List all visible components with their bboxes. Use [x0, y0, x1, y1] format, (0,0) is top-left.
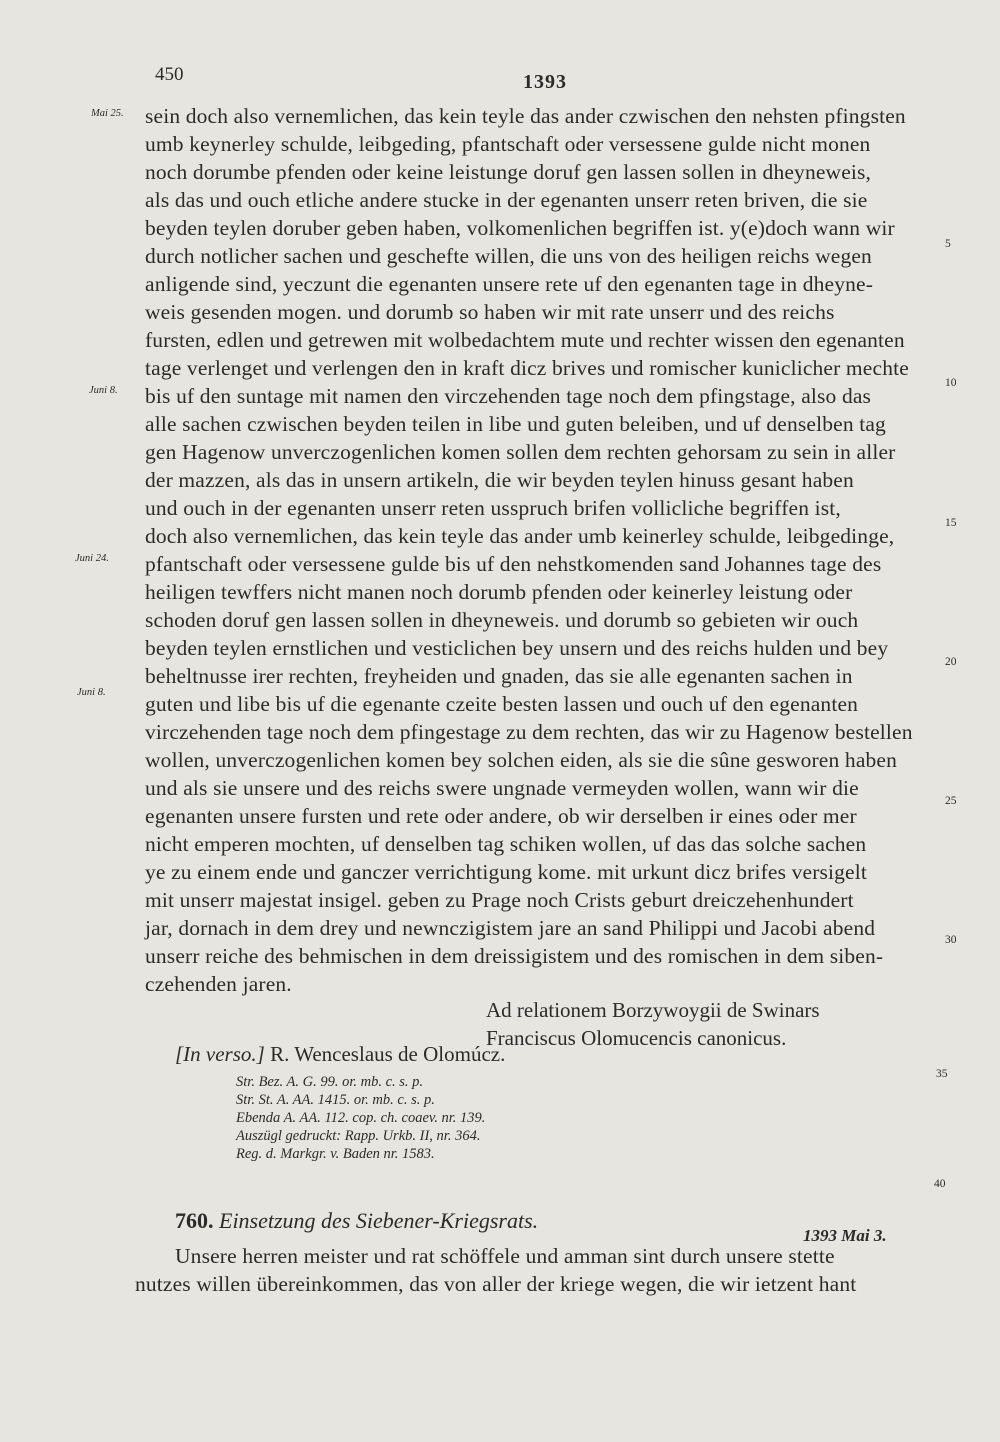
text-line: beyden teylen doruber geben haben, volkomenlichen begriffen ist. y(e)doch wann wir [145, 216, 895, 240]
in-verso-label: [In verso.] [175, 1042, 265, 1066]
text-line: egenanten unsere fursten und rete oder andere, ob wir derselben ir eines oder mer [145, 804, 857, 828]
document-heading [175, 1208, 538, 1234]
text-line: doch also vernemlichen, das kein teyle das ander umb keinerley schulde, leibgedinge, [145, 524, 895, 548]
text-line: tage verlenget und verlengen den in kraft dicz brives und romischer kuniclicher mechte [145, 356, 909, 380]
text-line: sein doch also vernemlichen, das kein teyle das ander czwischen den nehsten pfingsten [145, 104, 906, 128]
text-line: schoden doruf gen lassen sollen in dheyneweis. und dorumb so gebieten wir ouch [145, 608, 859, 632]
text-line: weis gesenden mogen. und dorumb so haben wir mit rate unserr und des reichs [145, 300, 835, 324]
text-line: heiligen tewffers nicht manen noch dorumb pfenden oder keinerley leistung oder [145, 580, 853, 604]
line-number: 30 [945, 934, 957, 946]
line-number: 5 [945, 238, 951, 250]
text-line: ye zu einem ende und ganczer verrichtigung kome. mit urkunt dicz brifes versigelt [145, 860, 867, 884]
text-line: czehenden jaren. [145, 972, 292, 996]
relation-line: Franciscus Olomucencis canonicus. [486, 1026, 787, 1050]
in-verso-text: R. Wenceslaus de Olomúcz. [270, 1042, 506, 1066]
source-reference: Str. Bez. A. G. 99. or. mb. c. s. p. [236, 1074, 424, 1090]
line-number: 20 [945, 656, 957, 668]
text-line: der mazzen, als das in unsern artikeln, die wir beyden teylen hinuss gesant haben [145, 468, 854, 492]
text-line: Unsere herren meister und rat schöffele und amman sint durch unsere stette [175, 1244, 835, 1268]
text-line: pfantschaft oder versessene gulde bis uf den nehstkomenden sand Johannes tage des [145, 552, 882, 576]
in-verso-note [175, 1042, 505, 1067]
text-line: beheltnusse irer rechten, freyheiden und gnaden, das sie alle egenanten sachen in [145, 664, 853, 688]
line-number: 15 [945, 517, 957, 529]
text-line: fursten, edlen und getrewen mit wolbedachtem mute und rechter wissen den egenanten [145, 328, 905, 352]
text-line: jar, dornach in dem drey und newnczigistem jare an sand Philippi und Jacobi abend [145, 916, 876, 940]
text-line: nicht emperen mochten, uf denselben tag schiken wollen, uf das das solche sachen [145, 832, 867, 856]
line-number: 10 [945, 377, 957, 389]
margin-date: Juni 24. [75, 553, 109, 564]
text-line: noch dorumbe pfenden oder keine leistunge doruf gen lassen sollen in dheyneweis, [145, 160, 872, 184]
document-title: Einsetzung des Siebener-Kriegsrats. [219, 1208, 539, 1233]
text-line: gen Hagenow unverczogenlichen komen sollen dem rechten gehorsam zu sein in aller [145, 440, 896, 464]
text-line: mit unserr majestat insigel. geben zu Prage noch Crists geburt dreiczehenhundert [145, 888, 854, 912]
text-line: und ouch in der egenanten unserr reten usspruch brifen vollicliche begriffen ist, [145, 496, 841, 520]
relation-line: Ad relationem Borzywoygii de Swinars [486, 998, 820, 1022]
text-line: nutzes willen übereinkommen, das von aller der kriege wegen, die wir ietzent hant [135, 1272, 857, 1296]
text-line: guten und libe bis uf die egenante czeite besten lassen und ouch uf den egenanten [145, 692, 859, 716]
text-line: bis uf den suntage mit namen den virczehenden tage noch dem pfingstage, also das [145, 384, 872, 408]
text-line: unserr reiche des behmischen in dem dreissigistem und des romischen in dem siben- [145, 944, 884, 968]
year-header: 1393 [523, 71, 567, 93]
margin-date: Juni 8. [89, 385, 118, 396]
margin-date: Mai 25. [91, 108, 124, 119]
source-reference: Ebenda A. AA. 112. cop. ch. coaev. nr. 139. [236, 1110, 486, 1126]
text-line: durch notlicher sachen und geschefte willen, die uns von des heiligen reichs wegen [145, 244, 872, 268]
text-line: anligende sind, yeczunt die egenanten unsere rete uf den egenanten tage in dheyne- [145, 272, 874, 296]
line-number: 25 [945, 795, 957, 807]
line-number: 35 [936, 1068, 948, 1080]
source-reference: Str. St. A. AA. 1415. or. mb. c. s. p. [236, 1092, 435, 1108]
text-line: virczehenden tage noch dem pfingestage zu dem rechten, das wir zu Hagenow bestellen [145, 720, 913, 744]
text-line: beyden teylen ernstlichen und vesticlichen bey unsern und des reichs hulden und bey [145, 636, 889, 660]
document-number: 760. [175, 1208, 214, 1233]
source-reference: Auszügl gedruckt: Rapp. Urkb. II, nr. 364. [236, 1128, 481, 1144]
text-line: als das und ouch etliche andere stucke in der egenanten unserr reten briven, die sie [145, 188, 868, 212]
margin-date: Juni 8. [77, 687, 106, 698]
page-number: 450 [155, 64, 184, 85]
document-date: 1393 Mai 3. [803, 1226, 887, 1245]
text-line: umb keynerley schulde, leibgeding, pfantschaft oder versessene gulde nicht monen [145, 132, 871, 156]
source-reference: Reg. d. Markgr. v. Baden nr. 1583. [236, 1146, 435, 1162]
line-number: 40 [934, 1178, 946, 1190]
text-line: und als sie unsere und des reichs swere ungnade vermeyden wollen, wann wir die [145, 776, 859, 800]
text-line: wollen, unverczogenlichen komen bey solchen eiden, als sie die sûne gesworen haben [145, 748, 898, 772]
text-line: alle sachen czwischen beyden teilen in libe und guten beleiben, und uf denselben tag [145, 412, 886, 436]
